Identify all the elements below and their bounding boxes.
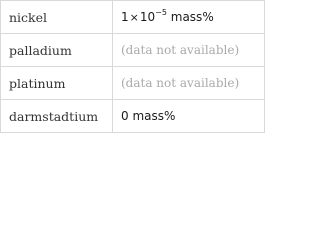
times-sign: × bbox=[129, 11, 139, 24]
element-name-palladium: palladium bbox=[1, 34, 113, 67]
mantissa: 1 bbox=[121, 10, 129, 24]
value-platinum: (data not available) bbox=[113, 67, 265, 100]
property-table bbox=[0, 0, 265, 133]
table-row-nickel bbox=[1, 1, 265, 34]
exponent: −5 bbox=[155, 8, 167, 17]
base: 10 bbox=[139, 10, 156, 24]
value-nickel bbox=[113, 1, 265, 34]
unit: mass% bbox=[170, 10, 214, 24]
value-palladium: (data not available) bbox=[113, 34, 265, 67]
element-name-nickel: nickel bbox=[1, 1, 113, 34]
element-name-platinum: platinum bbox=[1, 67, 113, 100]
table-row-palladium bbox=[1, 34, 265, 67]
value-darmstadtium: 0 mass% bbox=[113, 100, 265, 133]
element-name-darmstadtium: darmstadtium bbox=[1, 100, 113, 133]
table-row-platinum bbox=[1, 67, 265, 100]
table-row-darmstadtium bbox=[1, 100, 265, 133]
